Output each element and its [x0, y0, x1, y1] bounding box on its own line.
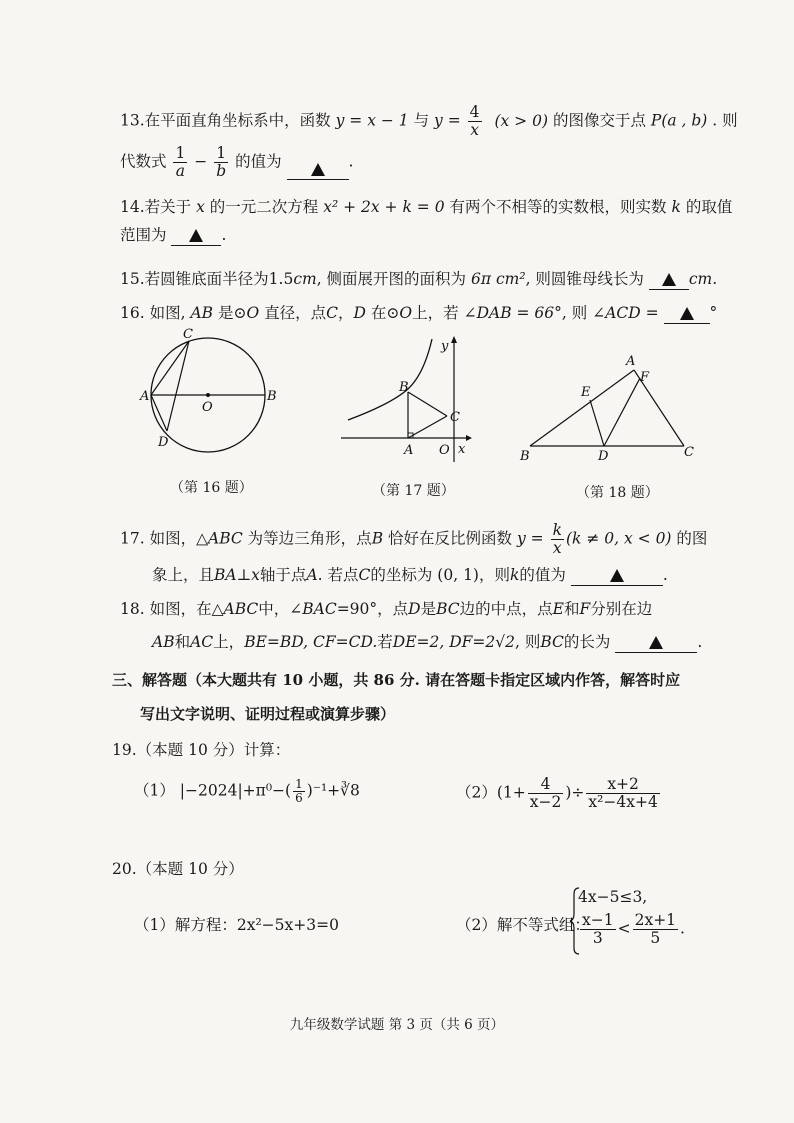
- q16-text4: ，: [338, 304, 354, 322]
- q15-text3: , 则圆锥母线长为: [525, 270, 644, 288]
- triangle-icon: [662, 273, 676, 286]
- q16-angle2: ∠ACD =: [592, 304, 659, 322]
- q13-value-label: 的值为: [235, 152, 282, 171]
- q14-range-label: 范围为: [120, 226, 167, 244]
- q18-angle: ∠BAC: [289, 600, 337, 618]
- figure-18: [514, 350, 704, 465]
- q14-text3: 有两个不相等的实数根，则实数: [449, 198, 667, 216]
- fig16-label-d: D: [158, 435, 169, 450]
- q19-p1-den: 6: [295, 791, 303, 805]
- q13-func1: y = x − 1: [335, 111, 409, 130]
- fig18-label-f: F: [640, 370, 650, 385]
- q15-text: 15.若圆锥底面半径为1.5: [120, 270, 294, 288]
- q18-answer-blank[interactable]: [615, 632, 697, 653]
- q16-text5: 在⊙: [370, 304, 400, 322]
- q16-degree: °: [709, 304, 718, 322]
- q18-e: E: [552, 600, 564, 618]
- q19-p2-text: （2）(1+: [456, 783, 526, 802]
- fig16-label-b: B: [267, 389, 277, 404]
- q14-line2: [120, 224, 226, 246]
- fig18-label-d: D: [598, 449, 609, 464]
- q17-end: .: [662, 566, 668, 584]
- q18-f: F: [579, 600, 591, 618]
- q13-func2-prefix: y =: [434, 111, 461, 130]
- q20-heading: 20.（本题 10 分）: [112, 860, 244, 878]
- q18-text10: 若: [377, 633, 393, 651]
- q17-text7: . 若点: [317, 566, 359, 584]
- q18-ac: AC: [190, 633, 214, 651]
- q19-p2-text2: )÷: [565, 783, 585, 802]
- q20-num1: x−1: [582, 911, 614, 929]
- q13-num: 4: [469, 103, 480, 121]
- fig18-label-a: A: [626, 354, 636, 369]
- q18-text8: 和: [174, 633, 191, 651]
- q13-condition: (x > 0): [494, 111, 548, 130]
- q15-text2: , 侧面展开图的面积为: [316, 270, 467, 288]
- q16-angle: ∠DAB = 66°: [463, 304, 562, 322]
- q19-heading: 19.（本题 10 分）计算：: [112, 741, 291, 759]
- q16-o2: O: [399, 304, 413, 322]
- q15-answer-blank[interactable]: [649, 269, 689, 290]
- q16-o: O: [246, 304, 260, 322]
- q16-text2: 是⊙: [217, 304, 247, 322]
- q18-bc2: BC: [540, 633, 564, 651]
- fig17-label-o: O: [439, 443, 450, 458]
- q13-line1: [120, 104, 738, 139]
- q17-b: B: [371, 529, 384, 548]
- q13-frac-b: [214, 145, 228, 180]
- q19-p1-num: 1: [295, 777, 303, 791]
- q19-part2: [456, 776, 662, 811]
- q15-unit-cm: cm: [293, 270, 317, 288]
- q13-minus: −: [194, 152, 208, 171]
- q16-ab: AB: [190, 304, 214, 322]
- section-3-heading-cont: 写出文字说明、证明过程或演算步骤）: [140, 705, 396, 723]
- q13-answer-blank[interactable]: [287, 159, 349, 180]
- fig16-label-o: O: [202, 400, 213, 415]
- fig18-caption: （第 18 题）: [576, 485, 659, 501]
- q18-end: .: [697, 633, 703, 651]
- q14-end: .: [221, 226, 227, 244]
- q16-text7: , 则: [561, 304, 588, 322]
- q17-text2: 为等边三角形，点: [247, 529, 372, 548]
- triangle-icon: [680, 307, 694, 320]
- q18-cond: BE=BD, CF=CD.: [244, 633, 378, 651]
- fig16-label-c: C: [183, 327, 193, 342]
- triangle-icon: [311, 163, 325, 176]
- q18-text6: 和: [564, 600, 580, 618]
- fig17-label-y: y: [441, 339, 449, 354]
- figure-17: [336, 334, 476, 464]
- fig17-label-a: A: [404, 443, 414, 458]
- q17-a: A: [306, 566, 318, 584]
- q17-abc: ABC: [208, 529, 243, 548]
- q14-text2: 的一元二次方程: [209, 198, 319, 216]
- q19-p1-text2: )⁻¹+∛8: [306, 781, 360, 800]
- q13-den: x: [470, 121, 479, 139]
- q14-answer-blank[interactable]: [171, 225, 221, 246]
- q19-p2-den2: x²−4x+4: [588, 793, 658, 811]
- q20-den1: 3: [592, 929, 603, 947]
- q17-text5: 象上，且: [152, 566, 215, 584]
- q19-p1-frac: [293, 778, 305, 805]
- q17-num: k: [552, 521, 562, 539]
- q18-text12: 的长为: [563, 633, 611, 651]
- q14-var-k: k: [671, 198, 681, 216]
- q15-area: 6π cm²: [471, 270, 526, 288]
- q17-line2: [152, 564, 668, 586]
- q19-p2-frac1: [528, 776, 564, 811]
- q19-p1-text: （1） |−2024|+π⁰−(: [134, 781, 292, 800]
- q17-c: C: [358, 566, 371, 584]
- q17-text8: 的坐标为 (0, 1)，则: [370, 566, 510, 584]
- fig17-caption: （第 17 题）: [372, 483, 455, 499]
- fig17-label-c: C: [450, 410, 460, 425]
- q13-point: P(a , b): [650, 111, 708, 130]
- q17-fraction: [551, 522, 564, 557]
- fig16-caption: （第 16 题）: [170, 480, 253, 496]
- q14-line1: [120, 196, 732, 218]
- q17-den: x: [552, 539, 562, 557]
- q14-text4: 的取值: [685, 198, 733, 216]
- q16-text3: 直径，点: [264, 304, 327, 322]
- q13-fa-den: a: [175, 162, 186, 180]
- q19-part1: [134, 778, 360, 805]
- q14-equation: x² + 2x + k = 0: [323, 198, 445, 216]
- q13-fa-num: 1: [175, 144, 186, 162]
- q18-text4: 是: [420, 600, 437, 618]
- q18-text7: 分别在边: [590, 600, 653, 618]
- q18-abc: ABC: [223, 600, 259, 618]
- q18-line2: [152, 631, 702, 653]
- q20-num2: 2x+1: [634, 911, 677, 929]
- fig18-label-c: C: [684, 445, 694, 460]
- q18-text11: , 则: [515, 633, 541, 651]
- q19-p2-den: x−2: [529, 793, 562, 811]
- q20-dot: .: [680, 919, 685, 938]
- q16-text: 16. 如图,: [120, 304, 186, 322]
- q20-ineq2: [578, 912, 685, 947]
- q17-text: 17. 如图，△: [120, 529, 208, 548]
- triangle-icon: [189, 229, 203, 242]
- q20-ineq1: 4x−5≤3,: [578, 888, 648, 906]
- q13-fraction: [468, 104, 482, 139]
- figure-16: [138, 326, 278, 456]
- q17-answer-blank[interactable]: [571, 565, 663, 586]
- q14-text: 14.若关于: [120, 198, 192, 216]
- q19-p2-num: 4: [528, 776, 564, 794]
- q16-line: [120, 302, 717, 324]
- q13-frac-a: [173, 145, 187, 180]
- q13-and: 与: [413, 111, 430, 130]
- q17-text4: 的图: [676, 529, 708, 548]
- q13-fb-den: b: [216, 162, 227, 180]
- fig17-label-x: x: [458, 442, 466, 457]
- q13-text: 13.在平面直角坐标系中，函数: [120, 111, 331, 130]
- q20-part2-label: （2）解不等式组：: [456, 916, 590, 934]
- triangle-icon: [610, 569, 624, 582]
- section-3-heading: 三、解答题（本大题共有 10 小题，共 86 分. 请在答题卡指定区域内作答，解答时应: [112, 671, 681, 689]
- q17-perp: BA⊥x: [214, 566, 260, 584]
- q18-text3: =90°，点: [336, 600, 409, 618]
- q13-expr-label: 代数式: [120, 152, 167, 171]
- q18-text5: 边的中点，点: [459, 600, 553, 618]
- q16-c: C: [326, 304, 339, 322]
- triangle-icon: [649, 636, 663, 649]
- q20-lt: <: [617, 919, 631, 938]
- page-footer: 九年级数学试题 第 3 页（共 6 页）: [289, 1017, 505, 1033]
- q13-fb-num: 1: [214, 145, 228, 163]
- q14-var-x: x: [196, 198, 205, 216]
- q13-line2: [120, 145, 353, 180]
- q18-ab: AB: [152, 633, 175, 651]
- q18-line1: [120, 598, 652, 620]
- q17-text3: 恰好在反比例函数: [388, 529, 513, 548]
- q17-text9: 的值为: [519, 566, 566, 584]
- q19-p2-frac2: [586, 776, 659, 811]
- q18-lengths: DE=2, DF=2√2: [392, 633, 515, 651]
- q18-text: 18. 如图，在△: [120, 600, 224, 618]
- q17-text6: 轴于点: [259, 566, 307, 584]
- q16-answer-blank[interactable]: [664, 303, 710, 324]
- q19-p2-num2: x+2: [586, 776, 659, 794]
- q18-d: D: [408, 600, 421, 618]
- q20-frac1: [580, 912, 616, 947]
- q16-d: D: [353, 304, 366, 322]
- fig18-label-b: B: [520, 449, 530, 464]
- q13-text3: . 则: [712, 111, 738, 130]
- fig18-label-e: E: [581, 385, 591, 400]
- q17-y: y =: [516, 529, 544, 548]
- q17-condition: (k ≠ 0, x < 0): [565, 529, 672, 548]
- q18-text2: 中，: [258, 600, 290, 618]
- q13-text2: 的图像交于点: [552, 111, 646, 130]
- q17-k: k: [509, 566, 520, 584]
- q16-text6: 上，若: [412, 304, 459, 322]
- q20-frac2: [633, 912, 678, 947]
- q15-line: [120, 268, 717, 290]
- q18-bc: BC: [436, 600, 460, 618]
- fig17-label-b: B: [399, 380, 409, 395]
- q20-den2: 5: [650, 929, 661, 947]
- q17-line1: [120, 522, 707, 557]
- q15-unit: cm.: [688, 270, 718, 288]
- q20-part1: （1）解方程：2x²−5x+3=0: [134, 916, 339, 934]
- fig16-label-a: A: [140, 389, 150, 404]
- q13-end: .: [348, 152, 354, 171]
- q18-text9: 上，: [213, 633, 245, 651]
